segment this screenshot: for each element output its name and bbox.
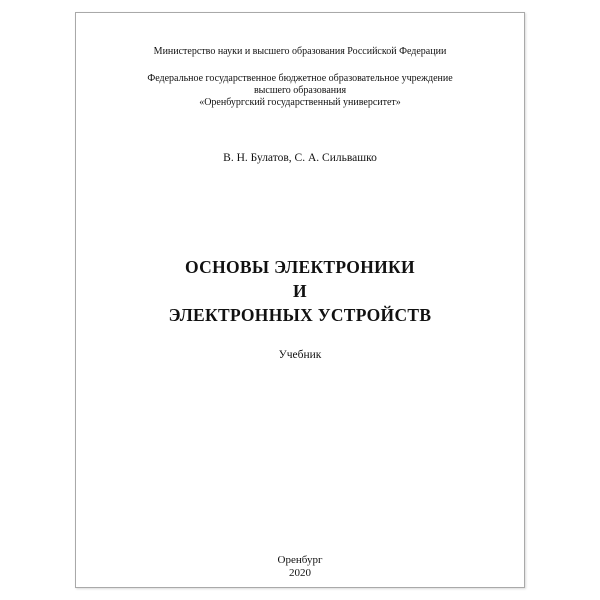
book-title-line-1: ОСНОВЫ ЭЛЕКТРОНИКИ (185, 257, 415, 277)
institution-line-1: Федеральное государственное бюджетное образовательное учреждение (147, 73, 453, 84)
title-page (75, 12, 525, 588)
ministry-text: Министерство науки и высшего образования Российской Федерации (153, 46, 447, 57)
publication-year: 2020 (289, 567, 311, 579)
publication-type: Учебник (278, 349, 322, 361)
book-title-line-3: ЭЛЕКТРОННЫХ УСТРОЙСТВ (168, 305, 432, 325)
authors: В. Н. Булатов, С. А. Сильвашко (223, 152, 377, 164)
institution-line-2: высшего образования (253, 85, 347, 96)
publication-city: Оренбург (277, 554, 323, 566)
book-title-line-2: И (293, 281, 307, 301)
institution-line-3: «Оренбургский государственный университет» (199, 97, 401, 108)
